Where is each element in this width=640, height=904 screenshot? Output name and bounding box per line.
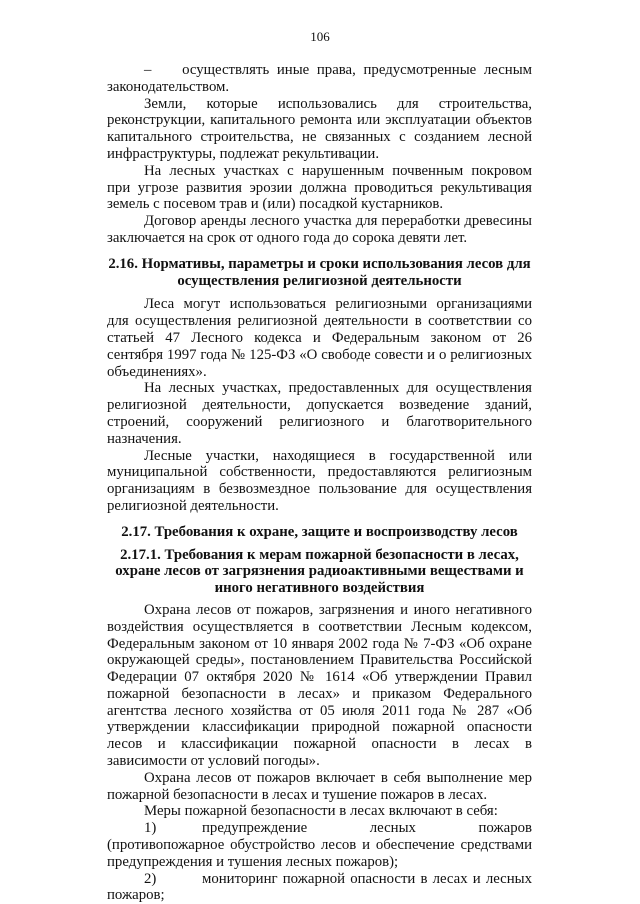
list-item-text: предупреждение лесных пожаров (противопожарное обустройство лесов и обеспечение средствами предупреждения и тушения лесных пожаров); <box>107 820 532 870</box>
list-item-text: мониторинг пожарной опасности в лесах и лесных пожаров; <box>107 870 532 904</box>
section-heading-2-17-1: 2.17.1. Требования к мерам пожарной безопасности в лесах, охране лесов от загрязнения радиоактивными веществами и иного негативного воздействия <box>115 546 524 597</box>
page-content <box>107 62 532 904</box>
paragraph-fire-measures-intro: Меры пожарной безопасности в лесах включают в себя: <box>144 803 498 820</box>
section-heading-2-17: 2.17. Требования к охране, защите и воспроизводству лесов <box>121 523 518 540</box>
list-item <box>107 820 532 870</box>
page-number: 106 <box>310 29 330 44</box>
paragraph-religious-free-use: Лесные участки, находящиеся в государственной или муниципальной собственности, предоставляются религиозным организациям в безвозмездное пользование для осуществления религиозной деятельности. <box>107 447 532 514</box>
section-heading-2-16: 2.16. Нормативы, параметры и сроки использования лесов для осуществления религиозной деятельности <box>108 255 531 289</box>
paragraph-religious-use: Леса могут использоваться религиозными организациями для осуществления религиозной деятельности в соответствии со статьей 47 Лесного кодекса и Федеральным законом от 26 сентября 1997 года № 125-ФЗ «О свободе совести и о религиозных объединениях». <box>107 296 532 380</box>
list-item <box>107 871 532 904</box>
list-item-number: 1) <box>144 820 157 837</box>
paragraph-lease-term: Договор аренды лесного участка для переработки древесины заключается на срок от одного года до сорока девяти лет. <box>107 213 532 246</box>
paragraph-fire-protection-scope: Охрана лесов от пожаров включает в себя выполнение мер пожарной безопасности в лесах и тушение пожаров в лесах. <box>107 769 532 803</box>
paragraph-other-rights: – осуществлять иные права, предусмотренные лесным законодательством. <box>107 62 532 95</box>
paragraph-erosion: На лесных участках с нарушенным почвенным покровом при угрозе развития эрозии должна проводиться рекультивация земель с посевом трав и (или) посадкой кустарников. <box>107 162 532 213</box>
paragraph-fire-protection-law: Охрана лесов от пожаров, загрязнения и иного негативного воздействия осуществляется в соответствии Лесным кодексом, Федеральным законом от 10 января 2002 года № 7-ФЗ «Об охране окружающей среды», постановлением Правительства Российской Федерации 07 октября 2020 № 1614 «Об утверждении Правил пожарной безопасности в лесах» и приказом Федерального агентства лесного хозяйства от 05 июля 2011 года № 287 «Об утверждении классификации природной пожарной опасности лесов и классификации пожарной опасности в лесах в зависимости от условий погоды». <box>107 601 532 770</box>
paragraph-land-reclamation: Земли, которые использовались для строительства, реконструкции, капитального ремонта или эксплуатации объектов капитального строительства, не связанных с созданием лесной инфраструктуры, подлежат рекультивации. <box>107 95 532 162</box>
list-item-number: 2) <box>144 870 157 887</box>
paragraph-religious-buildings: На лесных участках, предоставленных для осуществления религиозной деятельности, допускается возведение зданий, строений, сооружений религиозного и благотворительного назначения. <box>107 380 532 447</box>
